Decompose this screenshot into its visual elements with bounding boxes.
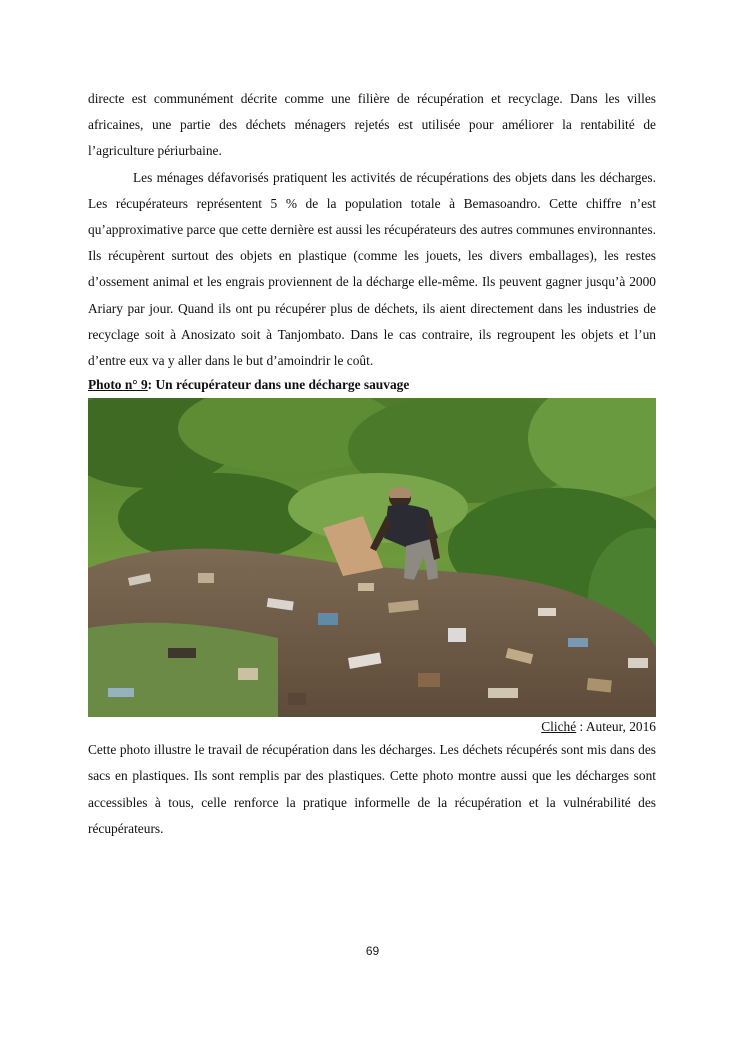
paragraph-photo-description: Cette photo illustre le travail de récupération dans les décharges. Les déchets récupérés sont mis dans des sacs en plastiques. Ils sont remplis par des plastiques. Cette photo montre aussi que les décharges sont accessibles à tous, celle renforce la pratique informelle de la récupération et la vulnérabilité des récupérateurs. [88, 742, 656, 836]
photo-caption [88, 374, 656, 396]
document-page [88, 86, 656, 842]
paragraph-intro: directe est communément décrite comme une filière de récupération et recyclage. Dans les villes africaines, une partie des déchets ménagers rejetés est utilisée pour améliorer la rentabilité de l’agriculture périurbaine. [88, 91, 656, 159]
photo-label: Photo n° 9 [88, 377, 148, 393]
page-number: 69 [365, 944, 380, 958]
paragraph-recuperateurs: Les ménages défavorisés pratiquent les activités de récupérations des objets dans les décharges. Les récupérateurs représentent 5 % de la population totale à Bemasoandro. Cette chiffre n’est qu’approximative parce que cette dernière est aussi les récupérateurs des autres communes environnantes. Ils récupèrent surtout des objets en plastique (comme les jouets, les divers emballages), les restes d’ossement animal et les engrais proviennent de la décharge elle-même. Ils peuvent gagner jusqu’à 2000 Ariary par jour. Quand ils ont pu récupérer plus de déchets, ils aient directement dans les industries de recyclage soit à Anosizato soit à Tanjombato. Dans le cas contraire, ils regroupent les objets et l’un d’entre eux va y aller dans le but d’amoindrir le coût. [88, 169, 656, 369]
credit-label: Cliché [541, 719, 577, 735]
photo-credit [88, 717, 656, 737]
photo-title: : Un récupérateur dans une décharge sauvage [147, 377, 410, 393]
credit-text: : Auteur, 2016 [576, 719, 656, 735]
photo-dump-scene [88, 398, 656, 717]
